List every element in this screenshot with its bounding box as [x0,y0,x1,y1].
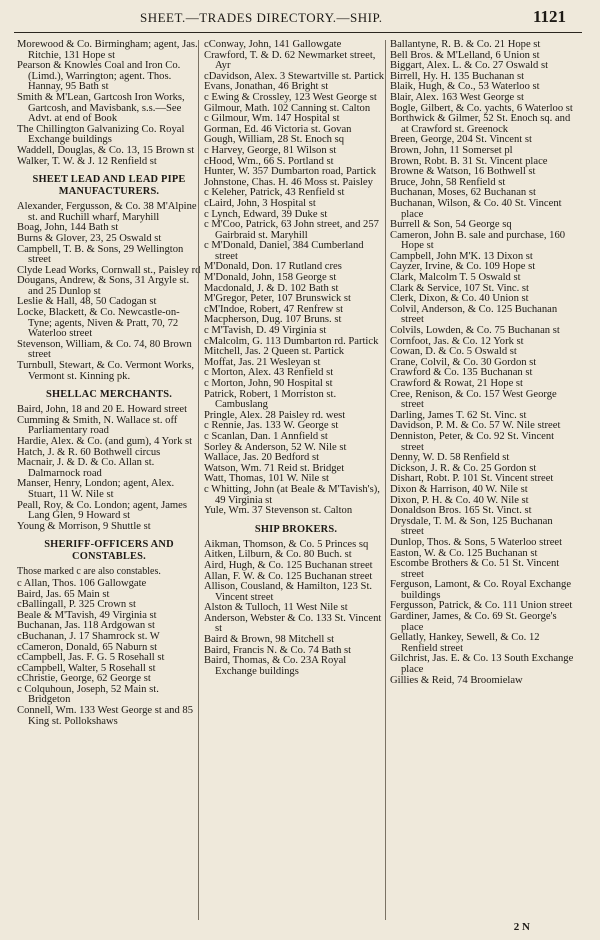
directory-entry: Gilmour, Math. 102 Canning st. Calton [204,102,371,114]
directory-entry: Hunter, W. 357 Dumbarton road, Partick [204,166,376,178]
directory-entry: Breen, George, 204 St. Vincent st [390,134,532,146]
directory-entry: Watt, Thomas, 101 W. Nile st [204,473,329,485]
directory-entry: Bruce, John, 58 Renfield st [390,176,506,188]
directory-entry: M'Donald, Don. 17 Rutland cres [204,261,342,273]
directory-entry: Ballantyne, R. B. & Co. 21 Hope st [390,39,541,50]
directory-entry: Escombe Brothers & Co. 51 St. Vincent street [390,558,560,580]
directory-entry: cBallingall, P. 325 Crown st [17,599,136,611]
directory-entry: M'Donald, John, 158 George st [204,272,337,284]
directory-entry: Patrick, Robert, 1 Morriston st. Cambuslang [204,388,337,411]
directory-entry: Dunlop, Thos. & Sons, 5 Waterloo street [390,536,563,548]
directory-entry: Macnair, J. & D. & Co. Allan st. Dalmarnock road [17,457,155,479]
directory-entry: Locke, Blackett, & Co. Newcastle-on-Tyne; agents, Niven & Pratt, 70, 72 Waterloo street [17,307,180,340]
directory-entry: Crawford & Rowat, 21 Hope st [390,378,523,389]
directory-entry: cMalcolm, G. 113 Dumbarton rd. Partick [204,335,379,347]
directory-entry: Biggart, Alex. L. & Co. 27 Oswald st [390,60,549,72]
directory-entry: Cameron, John B. sale and purchase, 160 Hope st [390,229,566,252]
directory-entry: Pearson & Knowles Coal and Iron Co. (Limd.), Warrington; agent. Thos. Hannay, 95 Bath st [17,60,181,93]
directory-entry: Dougans, Andrew, & Sons, 31 Argyle st. and 25 Dunlop st [17,275,190,297]
directory-entry: Bell Bros. & M'Lelland, 6 Union st [390,49,540,61]
directory-entry: Darling, James T. 62 St. Vinc. st [390,409,527,421]
directory-entry: Turnbull, Stewart, & Co. Vermont Works, Vermont st. Kinning pk. [17,360,194,382]
directory-entry: Anderson, Webster & Co. 133 St. Vincent st [204,612,382,635]
directory-entry: Fergusson, Patrick, & Co. 111 Union street [390,600,573,612]
directory-entry: c Ewing & Crossley, 123 West George st [204,91,377,103]
page-header [0,7,600,29]
directory-entry: Aird, Hugh, & Co. 125 Buchanan street [204,559,373,571]
directory-entry: c Colquhoun, Joseph, 52 Main st. Bridgeton [17,683,159,706]
directory-entry: Dishart, Robt. P. 101 St. Vincent street [390,473,554,485]
directory-entry: cHood, Wm., 66 S. Portland st [204,155,334,167]
directory-entry: Baird & Brown, 98 Mitchell st [204,634,335,646]
directory-entry: Dixon, P. H. & Co. 40 W. Nile st [390,494,529,506]
directory-entry: Drysdale, T. M. & Son, 125 Buchanan street [390,515,553,538]
directory-entry: Pringle, Alex. 28 Paisley rd. west [204,409,346,421]
directory-entry: Aikman, Thomson, & Co. 5 Princes sq [204,538,369,550]
directory-entry: Baird, Thomas, & Co. 23A Royal Exchange buildings [204,655,347,677]
directory-entry: Stevenson, William, & Co. 74, 80 Brown street [17,338,192,361]
directory-entry: Beale & M'Tavish, 49 Virginia st [17,609,157,621]
column-3 [390,40,574,686]
directory-entry: Birrell, Hy. H. 135 Buchanan st [390,70,525,82]
directory-entry: Allan, F. W. & Co. 125 Buchanan street [204,570,373,582]
directory-entry: Clerk, Dixon, & Co. 40 Union st [390,293,529,305]
directory-entry: cCampbell, Walter, 5 Rosehall st [17,662,156,674]
directory-entry: Donaldson Bros. 165 St. Vinct. st [390,505,532,517]
directory-entry: Cumming & Smith, N. Wallace st. off Parliamentary road [17,414,178,437]
running-title: SHEET.—TRADES DIRECTORY.—SHIP. [140,10,383,25]
directory-entry: M'Gregor, Peter, 107 Brunswick st [204,293,351,305]
directory-entry: c Morton, Alex. 43 Renfield st [204,367,334,379]
directory-entry: Moffat, Jas. 21 Wesleyan st [204,356,321,368]
directory-entry: Dixon & Harrison, 40 W. Nile st [390,483,528,495]
directory-entry: Manser, Henry, London; agent, Alex. Stuart, 11 W. Nile st [17,478,175,500]
directory-entry: Hatch, J. & R. 60 Bothwell circus [17,446,161,458]
directory-entry: Watson, Wm. 71 Reid st. Bridget [204,462,345,474]
directory-entry: The Chillington Galvanizing Co. Royal Exchange buildings [17,123,185,146]
directory-entry: Baird, John, 18 and 20 E. Howard street [17,404,188,416]
directory-entry: Borthwick & Gilmer, 52 St. Enoch sq. and at Crawford st. Greenock [390,113,571,135]
signature-mark: 2 N [513,921,530,933]
directory-entry: Burrell & Son, 54 George sq [390,219,512,231]
directory-entry: Yule, Wm. 37 Stevenson st. Calton [204,505,353,517]
directory-entry: cBuchanan, J. 17 Shamrock st. W [17,630,160,642]
directory-entry: c Gilmour, Wm. 147 Hospital st [204,113,340,125]
directory-entry: Buchanan, Moses, 62 Buchanan st [390,187,536,199]
directory-entry: Smith & M'Lean, Gartcosh Iron Works, Gartcosh, and Mavisbank, s.s.—See Advt. at end of Book [17,91,185,125]
directory-entry: Morewood & Co. Birmingham; agent, Jas. Ritchie, 131 Hope st [17,39,198,61]
directory-entry: Browne & Watson, 16 Bothwell st [390,166,536,178]
directory-entry: Hardie, Alex. & Co. (and gum), 4 York st [17,436,193,447]
directory-entry: Leslie & Hall, 48, 50 Cadogan st [17,296,157,308]
directory-entry: Mitchell, Jas. 2 Queen st. Partick [204,346,345,358]
directory-entry: Clyde Lead Works, Cornwall st., Paisley rd [17,264,201,276]
directory-entry: Blaik, Hugh, & Co., 53 Waterloo st [390,81,540,93]
directory-entry: Gilchrist, Jas. E. & Co. 13 South Exchange place [390,653,574,676]
directory-entry: cChristie, George, 62 George st [17,673,151,685]
directory-entry: Baird, Jas. 65 Main st [17,588,110,600]
directory-entry: Cree, Renison, & Co. 157 West George street [390,388,557,411]
section-heading: SHIP BROKERS. [254,523,338,535]
directory-entry: Aitken, Lilburn, & Co. 80 Buch. st [204,549,352,561]
directory-entry: Buchanan, Jas. 118 Ardgowan st [17,620,155,632]
directory-entry: c Rennie, Jas. 133 W. George st [204,420,339,432]
section-heading: SHEET LEAD AND LEAD PIPE MANUFACTURERS. [32,174,186,198]
directory-entry: c M'Tavish, D. 49 Virginia st [204,325,327,337]
directory-entry: cConway, John, 141 Gallowgate [204,39,342,50]
section-heading: SHERIFF-OFFICERS AND CONSTABLES. [44,539,174,563]
directory-entry: Cornfoot, Jas. & Co. 12 York st [390,335,524,347]
directory-entry: Allison, Cousland, & Hamilton, 123 St. Vincent street [204,581,373,603]
directory-entry: Cowan, D. & Co. 5 Oswald st [390,346,517,358]
directory-entry: Easton, W. & Co. 125 Buchanan st [390,547,538,559]
directory-entry: c Morton, John, 90 Hospital st [204,378,333,389]
directory-entry: Denny, W. D. 58 Renfield st [390,452,510,464]
directory-entry: Gorman, Ed. 46 Victoria st. Govan [204,123,352,135]
directory-entry: Davidson, P. M. & Co. 57 W. Nile street [390,420,561,432]
directory-entry: Young & Morrison, 9 Shuttle st [17,520,151,532]
directory-entry: Waddell, Douglas, & Co. 13, 15 Brown st [17,144,195,156]
directory-entry: Baird, Francis N. & Co. 74 Bath st [204,644,352,656]
directory-entry: Evans, Jonathan, 46 Bright st [204,81,329,93]
section-heading: SHELLAC MERCHANTS. [46,389,172,401]
directory-entry: Cayzer, Irvine, & Co. 109 Hope st [390,261,536,273]
section-note: Those marked c are also constables. [17,566,161,578]
directory-entry: Connell, Wm. 133 West George st and 85 King st. Pollokshaws [17,705,193,727]
directory-entry: c Scanlan, Dan. 1 Annfield st [204,430,328,442]
directory-entry: c Allan, Thos. 106 Gallowgate [17,577,147,589]
directory-entry: c Whitting, John (at Beale & M'Tavish's), 49 Virginia st [204,483,380,506]
directory-entry: Peall, Roy, & Co. London; agent, James Lang Glen, 9 Howard st [17,499,187,522]
directory-entry: Crane, Colvil, & Co. 30 Gordon st [390,356,537,368]
directory-entry: Macdonald, J. & D. 102 Bath st [204,282,339,294]
directory-entry: Campbell, T. B. & Sons, 29 Wellington street [17,243,184,266]
directory-entry: Johnstone, Chas. H. 46 Moss st. Paisley [204,176,373,188]
directory-entry: Blair, Alex. 163 West George st [390,91,524,103]
directory-entry: Gellatly, Hankey, Sewell, & Co. 12 Renfield street [390,632,540,654]
directory-entry: Gough, William, 28 St. Enoch sq [204,134,345,146]
header-rule [14,32,582,33]
column-divider [198,40,199,920]
directory-entry: Burns & Glover, 23, 25 Oswald st [17,232,162,244]
directory-entry: Campbell, John M'K. 13 Dixon st [390,250,533,262]
directory-entry: Colvil, Anderson, & Co. 125 Buchanan street [390,303,558,326]
page-number: 1121 [532,7,566,26]
directory-entry: c Harvey, George, 81 Wilson st [204,144,337,156]
directory-entry: Boag, John, 144 Bath st [17,222,119,234]
directory-entry: Walker, T. W. & J. 12 Renfield st [17,155,157,167]
directory-entry: Crawford & Co. 135 Buchanan st [390,367,533,379]
column-1 [17,40,201,727]
directory-entry: Crawford, T. & D. 62 Newmarket street, Ayr [204,49,376,72]
directory-entry: Gillies & Reid, 74 Broomielaw [390,674,523,686]
directory-entry: Bogle, Gilbert, & Co. yachts, 6 Waterloo st [390,102,573,114]
directory-entry: cLaird, John, 3 Hospital st [204,197,316,209]
directory-entry: Colvils, Lowden, & Co. 75 Buchanan st [390,325,560,337]
directory-entry: cCameron, Donald, 65 Naburn st [17,641,158,653]
directory-entry: cDavidson, Alex. 3 Stewartville st. Partick [204,70,385,82]
directory-entry: Alston & Tulloch, 11 West Nile st [204,602,348,614]
directory-entry: Clark, Malcolm T. 5 Oswald st [390,272,521,284]
column-2 [204,40,388,677]
directory-entry: Alexander, Fergusson, & Co. 38 M'Alpine st. and Ruchill wharf, Maryhill [17,201,197,223]
directory-entry: cM'Indoe, Robert, 47 Renfrew st [204,303,344,315]
directory-entry: c Lynch, Edward, 39 Duke st [204,208,328,220]
directory-entry: Brown, John, 11 Somerset pl [390,144,513,156]
directory-entry: Ferguson, Lamont, & Co. Royal Exchange buildings [390,579,572,601]
column-divider [385,40,386,920]
directory-entry: c M'Donald, Daniel, 384 Cumberland street [204,240,364,262]
directory-entry: Gardiner, James, & Co. 69 St. George's place [390,611,557,633]
directory-entry: Denniston, Peter, & Co. 92 St. Vincent street [390,430,555,453]
directory-entry: Wallace, Jas. 20 Bedford st [204,452,320,464]
directory-entry: Macpherson, Dug. 107 Bruns. st [204,314,342,326]
directory-entry: Dickson, J. R. & Co. 25 Gordon st [390,462,537,474]
directory-entry: Sorley & Anderson, 52 W. Nile st [204,441,347,453]
directory-entry: Brown, Robt. B. 31 St. Vincent place [390,155,548,167]
directory-entry: Clark & Service, 107 St. Vinc. st [390,282,529,294]
directory-entry: c Keleher, Patrick, 43 Renfield st [204,187,345,199]
directory-entry: c M'Coo, Patrick, 63 John street, and 257 Gairbraid st. Maryhill [204,219,379,241]
directory-entry: cCampbell, Jas. F. G. 5 Rosehall st [17,652,165,664]
directory-entry: Buchanan, Wilson, & Co. 40 St. Vincent place [390,197,562,220]
